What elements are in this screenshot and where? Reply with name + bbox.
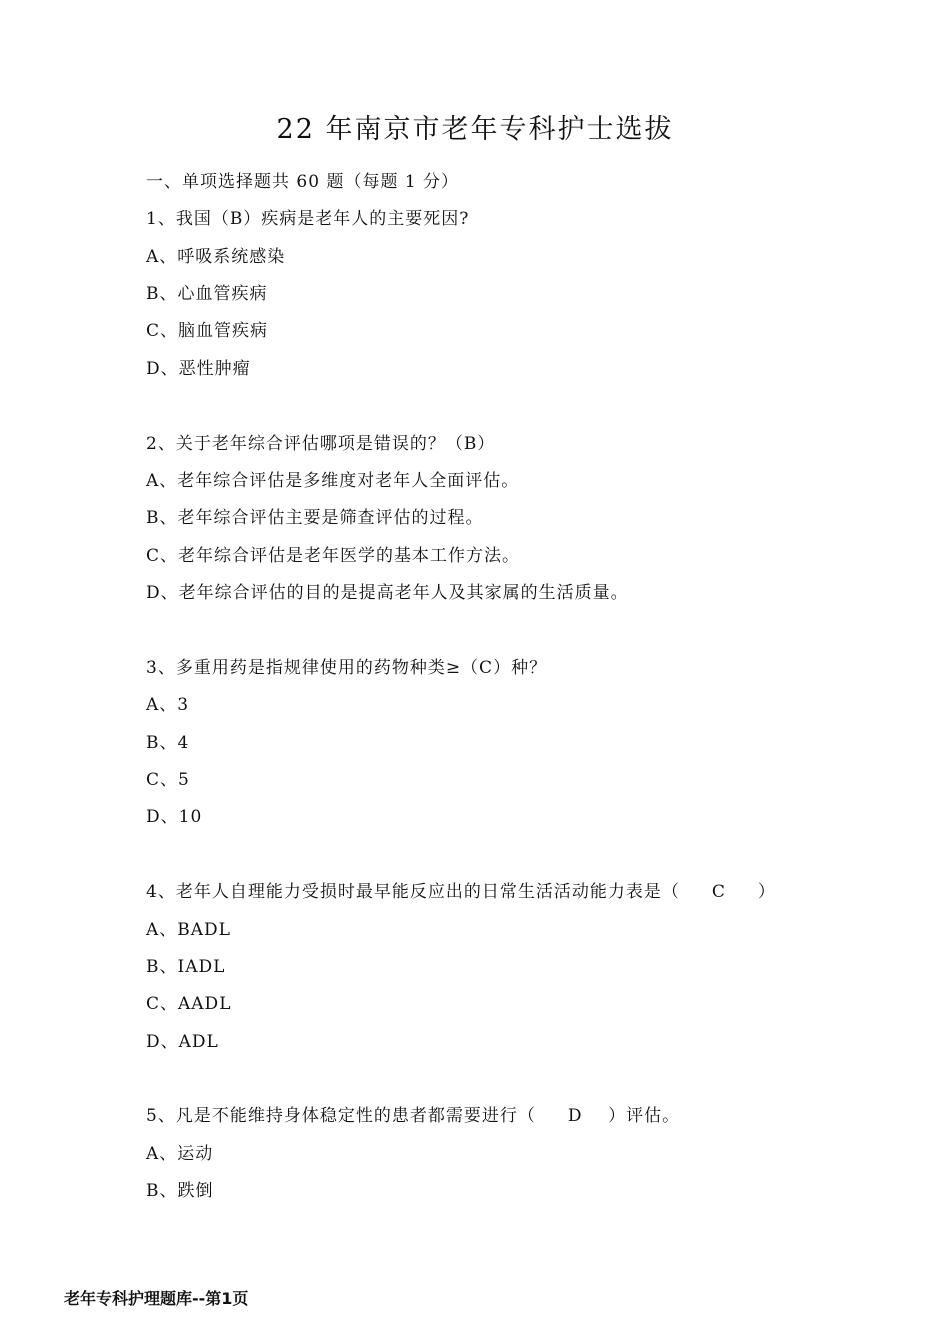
option-b: B、跌倒 [146, 1181, 214, 1201]
document-title: 22 年南京市老年专科护士选拔 [276, 114, 674, 145]
option-a: A、运动 [146, 1144, 214, 1164]
question-stem: 4、老年人自理能力受损时最早能反应出的日常生活活动能力表是（ C ） [146, 882, 776, 902]
option-c: C、脑血管疾病 [146, 321, 269, 341]
option-d: D、10 [146, 807, 203, 827]
page-footer: 老年专科护理题库--第1页 [64, 1289, 249, 1308]
option-a: A、老年综合评估是多维度对老年人全面评估。 [146, 471, 520, 491]
option-c: C、AADL [146, 994, 232, 1014]
option-b: B、4 [146, 733, 190, 753]
option-b: B、心血管疾病 [146, 284, 268, 304]
option-d: D、ADL [146, 1032, 219, 1052]
option-c: C、老年综合评估是老年医学的基本工作方法。 [146, 546, 521, 566]
option-a: A、3 [146, 695, 190, 715]
question-stem: 2、关于老年综合评估哪项是错误的？（B） [146, 434, 496, 454]
section-heading: 一、单项选择题共 60 题（每题 1 分） [146, 172, 460, 192]
option-a: A、呼吸系统感染 [146, 247, 286, 267]
option-b: B、IADL [146, 957, 226, 977]
question-stem: 3、多重用药是指规律使用的药物种类≥（C）种？ [146, 658, 548, 678]
option-d: D、老年综合评估的目的是提高老年人及其家属的生活质量。 [146, 583, 629, 603]
option-b: B、老年综合评估主要是筛查评估的过程。 [146, 508, 484, 528]
question-stem: 5、凡是不能维持身体稳定性的患者都需要进行（ D ）评估。 [146, 1106, 681, 1126]
question-stem: 1、我国（B）疾病是老年人的主要死因? [146, 209, 470, 229]
option-a: A、BADL [146, 920, 231, 940]
option-c: C、5 [146, 770, 190, 790]
option-d: D、恶性肿瘤 [146, 359, 251, 379]
